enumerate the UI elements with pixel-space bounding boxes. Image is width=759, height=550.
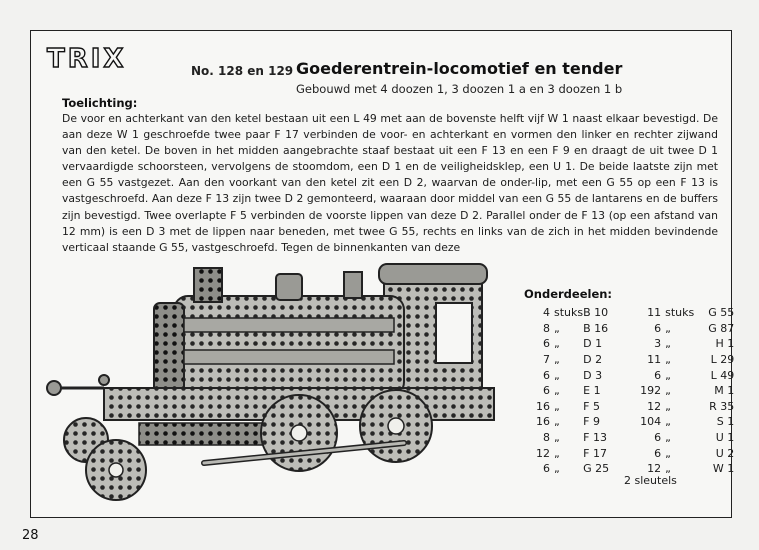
parts-cell-code2: G 87 bbox=[708, 321, 735, 335]
parts-cell-unit: „ bbox=[554, 462, 560, 476]
parts-cell-code2: H 1 bbox=[715, 337, 735, 351]
parts-cell-code: B 10 bbox=[583, 306, 609, 320]
parts-cell-unit2: „ bbox=[665, 384, 671, 398]
parts-cell-qty2: 6 bbox=[654, 431, 662, 445]
parts-cell-unit: „ bbox=[554, 399, 560, 413]
parts-row bbox=[520, 305, 734, 321]
parts-cell-qty2: 11 bbox=[647, 306, 662, 320]
parts-cell-qty: 6 bbox=[543, 337, 550, 351]
parts-cell-unit: „ bbox=[554, 337, 560, 351]
parts-cell-unit2: „ bbox=[665, 462, 671, 476]
parts-extra: 2 sleutels bbox=[624, 474, 677, 487]
parts-row bbox=[520, 352, 734, 368]
parts-cell-qty2: 6 bbox=[654, 446, 662, 460]
parts-cell-qty: 4 bbox=[543, 306, 550, 320]
parts-cell-unit: „ bbox=[554, 415, 560, 429]
parts-cell-code2: G 55 bbox=[708, 306, 735, 320]
parts-cell-code: D 2 bbox=[583, 353, 603, 367]
parts-cell-qty: 16 bbox=[536, 399, 550, 413]
parts-cell-unit2: „ bbox=[665, 431, 671, 445]
parts-cell-qty: 16 bbox=[536, 415, 550, 429]
parts-cell-code: F 17 bbox=[583, 446, 607, 460]
parts-cell-qty2: 192 bbox=[640, 384, 662, 398]
parts-cell-unit: stuks bbox=[554, 306, 584, 320]
parts-cell-code: F 5 bbox=[583, 399, 600, 413]
parts-cell-unit2: „ bbox=[665, 446, 671, 460]
parts-cell-unit2: stuks bbox=[665, 306, 695, 320]
parts-cell-code2: U 1 bbox=[715, 431, 735, 445]
parts-cell-qty: 6 bbox=[543, 384, 550, 398]
parts-cell-code2: M 1 bbox=[714, 384, 735, 398]
explanation-heading: Toelichting: bbox=[62, 96, 138, 110]
parts-cell-unit: „ bbox=[554, 368, 560, 382]
parts-cell-qty2: 11 bbox=[647, 353, 662, 367]
parts-cell-unit2: „ bbox=[665, 337, 671, 351]
parts-cell-qty: 12 bbox=[536, 446, 550, 460]
trix-logo: TRIX bbox=[47, 44, 127, 74]
parts-cell-qty2: 104 bbox=[640, 415, 662, 429]
parts-cell-code: D 1 bbox=[583, 337, 603, 351]
parts-cell-code: F 13 bbox=[583, 431, 607, 445]
parts-row bbox=[520, 399, 734, 415]
page-subtitle: Gebouwd met 4 doozen 1, 3 doozen 1 a en 3 doozen 1 b bbox=[296, 82, 623, 96]
parts-cell-unit: „ bbox=[554, 446, 560, 460]
parts-row bbox=[520, 321, 734, 337]
parts-cell-code2: W 1 bbox=[712, 462, 735, 476]
parts-cell-unit2: „ bbox=[665, 353, 671, 367]
parts-row bbox=[520, 383, 734, 399]
parts-cell-qty2: 12 bbox=[647, 399, 662, 413]
parts-cell-qty2: 6 bbox=[654, 321, 662, 335]
parts-cell-code2: L 49 bbox=[710, 368, 735, 382]
parts-cell-code: D 3 bbox=[583, 368, 603, 382]
parts-list bbox=[520, 305, 734, 477]
parts-cell-code2: S 1 bbox=[716, 415, 735, 429]
explanation-text: De voor en achterkant van den ketel bestaan uit een L 49 met aan de bovenste helft vijf W 1 naast elkaar bevestigd. De aan deze W 1 geschroefde twee paar F 17 verbinden de voor- en achterkant en vormen den linker en rechter zijwand van den ketel. De boven in het midden aangebrachte staaf bestaat uit een F 13 en een F 9 en draagt de uit twee D 1 vervaardigde schoorsteen, vervolgens de stoomdom, een D 1 en de veiligheidsklep, een U 1. De beide laatste zijn met een G 55 vastgezet. Aan den voorkant van den ketel zit een D 2, waarvan de onder-lip, met een G 55 op een F 13 is vastgeschroefd. Aan deze F 13 zijn twee D 2 gemonteerd, waaraan door middel van een G 55 de lantarens en de buffers zijn bevestigd. Twee overlapte F 5 verbinden de voorste lippen van deze D 2. Parallel onder de F 13 (op een afstand van 12 mm) is een D 3 met de lippen naar beneden, met twee G 55, rechts en links van de zich in het midden bevindende verticaal staande G 55, vastgeschroefd. Tegen de binnenkanten van deze bbox=[62, 112, 718, 254]
page-number: 28 bbox=[22, 528, 39, 543]
parts-cell-unit2: „ bbox=[665, 368, 671, 382]
parts-cell-qty: 8 bbox=[543, 431, 550, 445]
parts-cell-qty: 7 bbox=[543, 353, 550, 367]
parts-cell-qty2: 12 bbox=[647, 462, 662, 476]
parts-cell-unit2: „ bbox=[665, 415, 671, 429]
parts-cell-unit: „ bbox=[554, 384, 560, 398]
parts-heading: Onderdeelen: bbox=[524, 287, 613, 301]
parts-row bbox=[520, 367, 734, 383]
parts-cell-unit2: „ bbox=[665, 399, 671, 413]
parts-cell-code2: L 29 bbox=[710, 353, 735, 367]
parts-cell-qty: 8 bbox=[543, 321, 550, 335]
parts-cell-unit2: „ bbox=[665, 321, 671, 335]
parts-cell-code2: U 2 bbox=[715, 446, 735, 460]
parts-cell-qty: 6 bbox=[543, 462, 550, 476]
locomotive-illustration bbox=[44, 258, 514, 508]
parts-row bbox=[520, 336, 734, 352]
model-number: No. 128 en 129 bbox=[191, 64, 294, 78]
parts-cell-unit: „ bbox=[554, 321, 560, 335]
parts-cell-code: E 1 bbox=[583, 384, 601, 398]
parts-row bbox=[520, 445, 734, 461]
parts-row bbox=[520, 414, 734, 430]
parts-cell-qty2: 3 bbox=[654, 337, 662, 351]
parts-cell-qty: 6 bbox=[543, 368, 550, 382]
parts-cell-qty2: 6 bbox=[654, 368, 662, 382]
parts-cell-code: B 16 bbox=[583, 321, 609, 335]
parts-cell-unit: „ bbox=[554, 431, 560, 445]
page-title: Goederentrein-locomotief en tender bbox=[296, 59, 623, 78]
parts-cell-code: F 9 bbox=[583, 415, 600, 429]
parts-cell-unit: „ bbox=[554, 353, 560, 367]
parts-cell-code: G 25 bbox=[583, 462, 610, 476]
parts-cell-code2: R 35 bbox=[709, 399, 735, 413]
parts-row bbox=[520, 430, 734, 446]
